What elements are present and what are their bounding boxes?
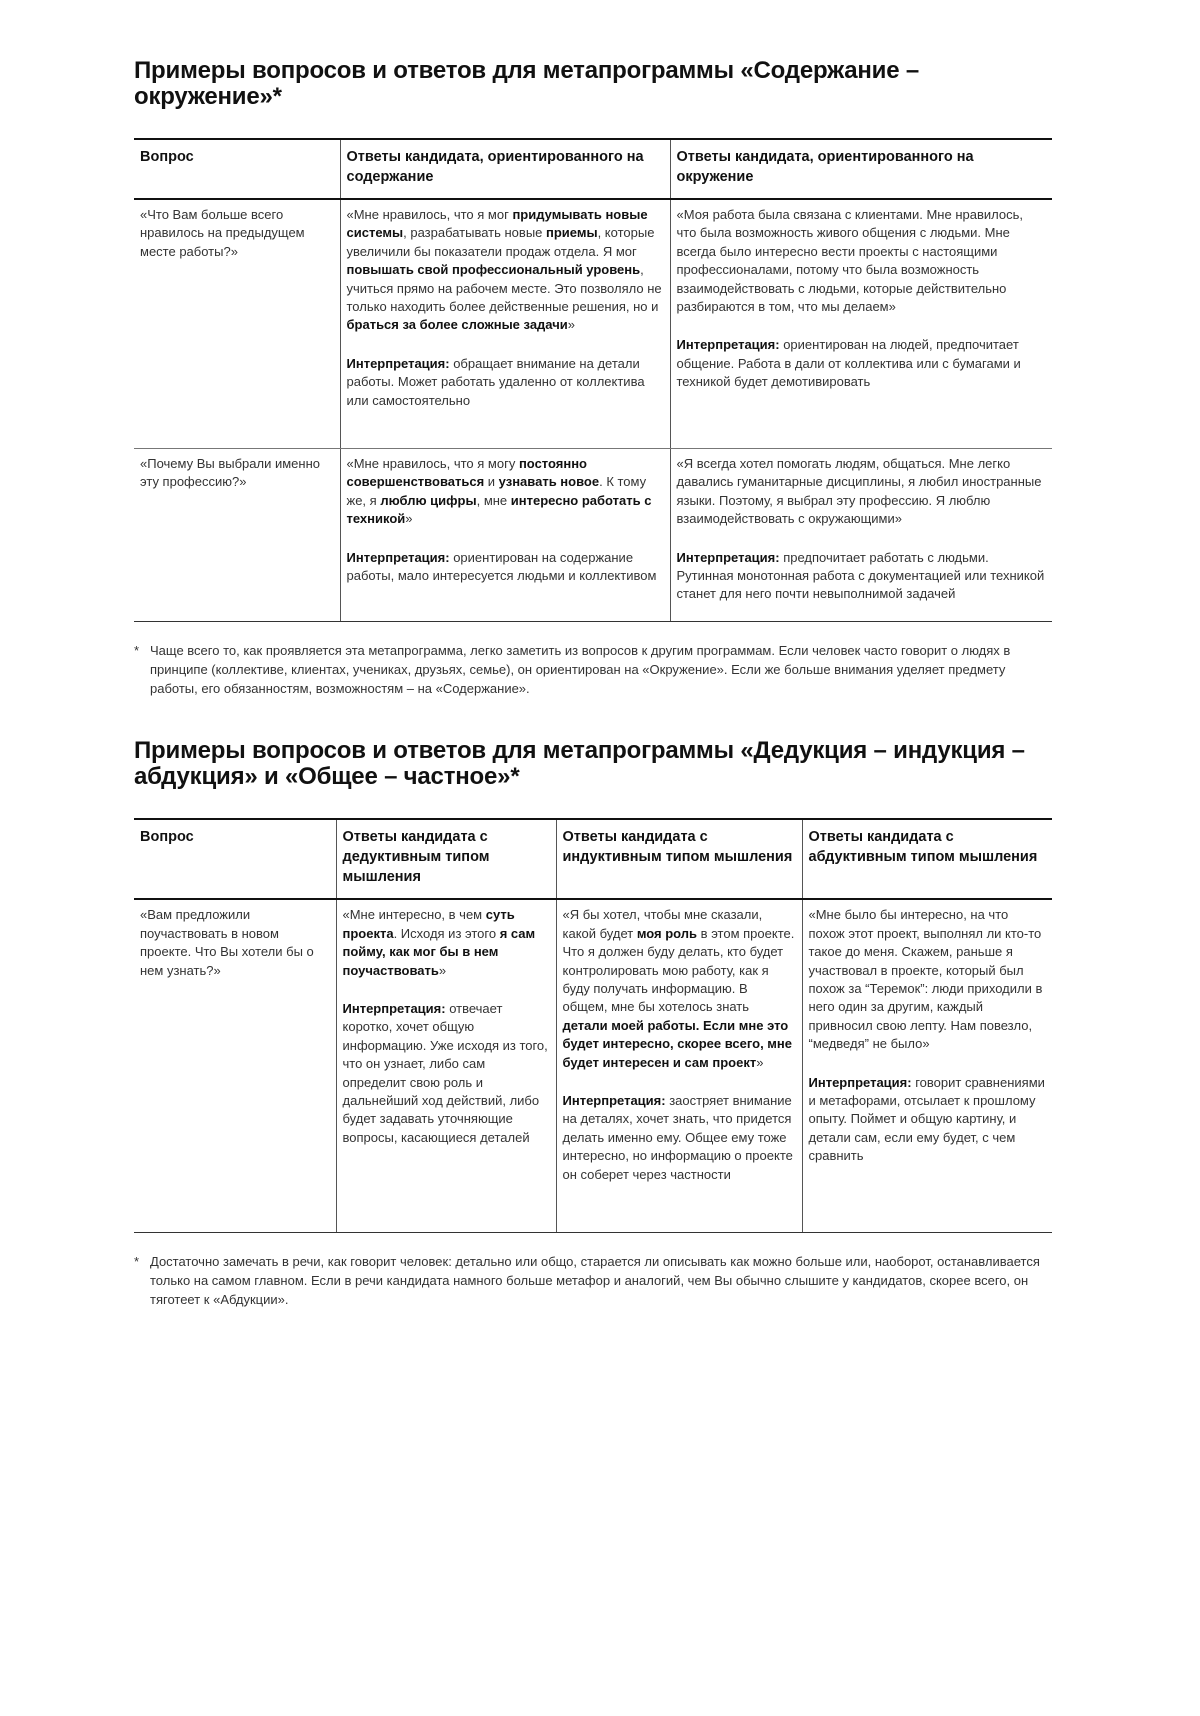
document-page <box>134 58 1052 1310</box>
text-run: , мне <box>476 492 511 508</box>
deductive-answer-cell <box>336 899 556 1233</box>
header-abductive: Ответы кандидата с абдуктивным типом мышления <box>802 819 1052 899</box>
interpretation-text: ориентирован на содержание работы, мало интересуется людьми и коллективом <box>346 549 657 584</box>
question-cell: «Почему Вы выбрали именно эту профессию?» <box>134 449 340 622</box>
text-run: «Мне нравилось, что я могу <box>346 456 519 471</box>
answer-text <box>347 455 664 529</box>
content-answer-cell <box>340 449 670 622</box>
emphasized-text: интересно работать с техникой <box>346 492 652 527</box>
text-run: «Мне нравилось, что я мог <box>346 207 513 222</box>
answer-text <box>677 206 1047 316</box>
interpretation <box>347 355 664 410</box>
abductive-answer-cell <box>802 899 1052 1233</box>
table-header-row <box>134 819 1052 899</box>
interpretation <box>563 1092 796 1184</box>
content-environment-table <box>134 138 1052 622</box>
environment-answer-cell <box>670 199 1052 449</box>
answer-text <box>809 906 1047 1053</box>
emphasized-text: браться за более сложные задачи <box>346 317 568 333</box>
question-cell: «Вам предложили поучаствовать в новом проекте. Что Вы хотели бы о нем узнать?» <box>134 899 336 1233</box>
text-run: «Я бы хотел, чтобы мне сказали, какой будет <box>562 907 763 941</box>
section1-footnote <box>134 642 1052 698</box>
answer-text <box>343 906 550 980</box>
text-run: , разрабатывать новые <box>403 225 547 241</box>
emphasized-text: я сам пойму, как мог бы в нем поучаствовать <box>342 925 536 978</box>
inductive-answer-cell <box>556 899 802 1233</box>
text-run: «Я всегда хотел помогать людям, общаться. Мне легко давались гуманитарные дисциплины, я любил иностранные языки. Поэтому, я выбрал эту профессию. Я люблю взаимодействовать с окружающими» <box>676 456 1042 527</box>
emphasized-text: повышать свой профессиональный уровень <box>346 262 641 278</box>
text-run: , которые увеличили бы показатели продаж отдела. Я мог <box>346 225 655 259</box>
table-row <box>134 899 1052 1233</box>
emphasized-text: детали моей работы. Если мне это будет интересно, скорее всего, мне будет интересен и сам проект <box>562 1017 792 1070</box>
interpretation-label: Интерпретация: <box>346 355 450 371</box>
section2-title-line1: Примеры вопросов и ответов для метапрограммы «Дедукция – индукция – <box>134 737 1025 765</box>
section2-title-line2: абдукция» и «Общее – частное»* <box>134 763 520 791</box>
footnote-text: Достаточно замечать в речи, как говорит человек: детально или общо, старается ли описывать как можно больше или, наоборот, останавливается только на самом главном. Если в речи кандидата намного больше метафор и аналогий, чем Вы обычно слышите у кандидатов, скорее всего, он тяготеет к «Абдукции». <box>150 1254 1040 1307</box>
emphasized-text: люблю цифры <box>380 492 477 508</box>
interpretation-label: Интерпретация: <box>562 1093 666 1109</box>
table-header-row <box>134 139 1052 199</box>
text-run: в этом проекте. Что я должен буду делать, кто будет контролировать мою работу, как я буду получать информацию. В общем, мне бы хотелось знать <box>562 925 795 1015</box>
answer-text <box>677 455 1047 529</box>
content-answer-cell <box>340 199 670 449</box>
answer-text <box>347 206 664 335</box>
emphasized-text: узнавать новое <box>498 474 600 490</box>
emphasized-text: постоянно совершенствоваться <box>346 456 587 490</box>
emphasized-text: приемы <box>546 225 598 241</box>
interpretation-label: Интерпретация: <box>808 1074 912 1090</box>
text-run: «Моя работа была связана с клиентами. Мне нравилось, что была возможность живого общения с людьми. Мне всегда было интересно вести проекты с настоящими профессионалами, потому что была возможность взаимодействовать с людьми, которые действительно разбираются в том, что мы делаем» <box>676 207 1023 315</box>
interpretation <box>347 549 664 586</box>
interpretation <box>809 1074 1047 1166</box>
interpretation-label: Интерпретация: <box>346 549 450 565</box>
section2-title <box>134 738 1052 790</box>
text-run: » <box>567 317 575 333</box>
answer-text <box>563 906 796 1072</box>
section1-title <box>134 58 1052 110</box>
text-run: » <box>438 962 447 978</box>
section2-footnote <box>134 1253 1052 1309</box>
section1-title-line1: Примеры вопросов и ответов для метапрограммы «Содержание – <box>134 57 919 84</box>
interpretation <box>343 1000 550 1147</box>
text-run: «Мне было бы интересно, на что похож этот проект, выполнял ли кто-то такое до меня. Скажем, раньше я участвовал в проекте, который был похож за “Теремок”: люди приходили в него один за другим, каждый привносил свою лепту. Нам повезло, “медведя” не было» <box>808 907 1043 1052</box>
header-inductive: Ответы кандидата с индуктивным типом мышления <box>556 819 802 899</box>
table-row <box>134 449 1052 622</box>
text-run: » <box>405 511 413 527</box>
emphasized-text: придумывать новые системы <box>346 207 648 241</box>
interpretation-label: Интерпретация: <box>676 549 780 565</box>
interpretation-label: Интерпретация: <box>676 337 780 353</box>
interpretation <box>677 549 1047 604</box>
footnote-asterisk: * <box>134 643 140 658</box>
text-run: , учиться прямо на рабочем месте. Это позволяло не только находить более действенные решения, но и <box>346 262 662 315</box>
interpretation-text: отвечает коротко, хочет общую информацию. Уже исходя из того, что он узнает, либо сам определит свою роль и дальнейший ход действий, либо будет задавать уточняющие вопросы, касающиеся деталей <box>342 1001 548 1145</box>
header-question: Вопрос <box>134 819 336 899</box>
interpretation-text: обращает внимание на детали работы. Может работать удаленно от коллектива или самостоятельно <box>346 355 645 408</box>
header-question: Вопрос <box>134 139 340 199</box>
section1-title-line2: окружение»* <box>134 83 282 110</box>
text-run: . Исходя из этого <box>393 925 500 941</box>
interpretation-label: Интерпретация: <box>342 1001 446 1017</box>
text-run: » <box>756 1054 764 1070</box>
text-run: и <box>484 474 499 490</box>
interpretation <box>677 336 1047 391</box>
environment-answer-cell <box>670 449 1052 622</box>
text-run: . К тому же, я <box>346 474 647 508</box>
footnote-asterisk: * <box>134 1254 140 1270</box>
header-environment-oriented: Ответы кандидата, ориентированного на окружение <box>670 139 1052 199</box>
header-deductive: Ответы кандидата с дедуктивным типом мышления <box>336 819 556 899</box>
interpretation-text: предпочитает работать с людьми. Рутинная монотонная работа с документацией или техникой станет для него почти невыполнимой задачей <box>676 549 1045 602</box>
footnote-text: Чаще всего то, как проявляется эта метапрограмма, легко заметить из вопросов к другим программам. Если человек часто говорит о людях в принципе (коллективе, клиентах, учениках, друзьях, семье), он ориентирован на «Окружение». Если же больше внимания уделяет предмету работы, его обязанностям, возможностям – на «Содержание». <box>150 643 1011 696</box>
emphasized-text: моя роль <box>636 925 698 941</box>
interpretation-text: заостряет внимание на деталях, хочет знать, что придется делать именно ему. Общее ему тоже интересно, но информацию о проекте он соберет через частности <box>562 1093 793 1182</box>
text-run: «Мне интересно, в чем <box>342 907 486 923</box>
table-row <box>134 199 1052 449</box>
deduction-induction-abduction-table <box>134 818 1052 1233</box>
interpretation-text: говорит сравнениями и метафорами, отсылает к прошлому опыту. Поймет и общую картину, и детали сам, если ему будет, с чем сравнить <box>808 1074 1045 1164</box>
header-content-oriented: Ответы кандидата, ориентированного на содержание <box>340 139 670 199</box>
interpretation-text: ориентирован на людей, предпочитает общение. Работа в дали от коллектива или с бумагами и техникой будет демотивировать <box>676 337 1021 390</box>
emphasized-text: суть проекта <box>342 907 515 941</box>
question-cell: «Что Вам больше всего нравилось на предыдущем месте работы?» <box>134 199 340 449</box>
